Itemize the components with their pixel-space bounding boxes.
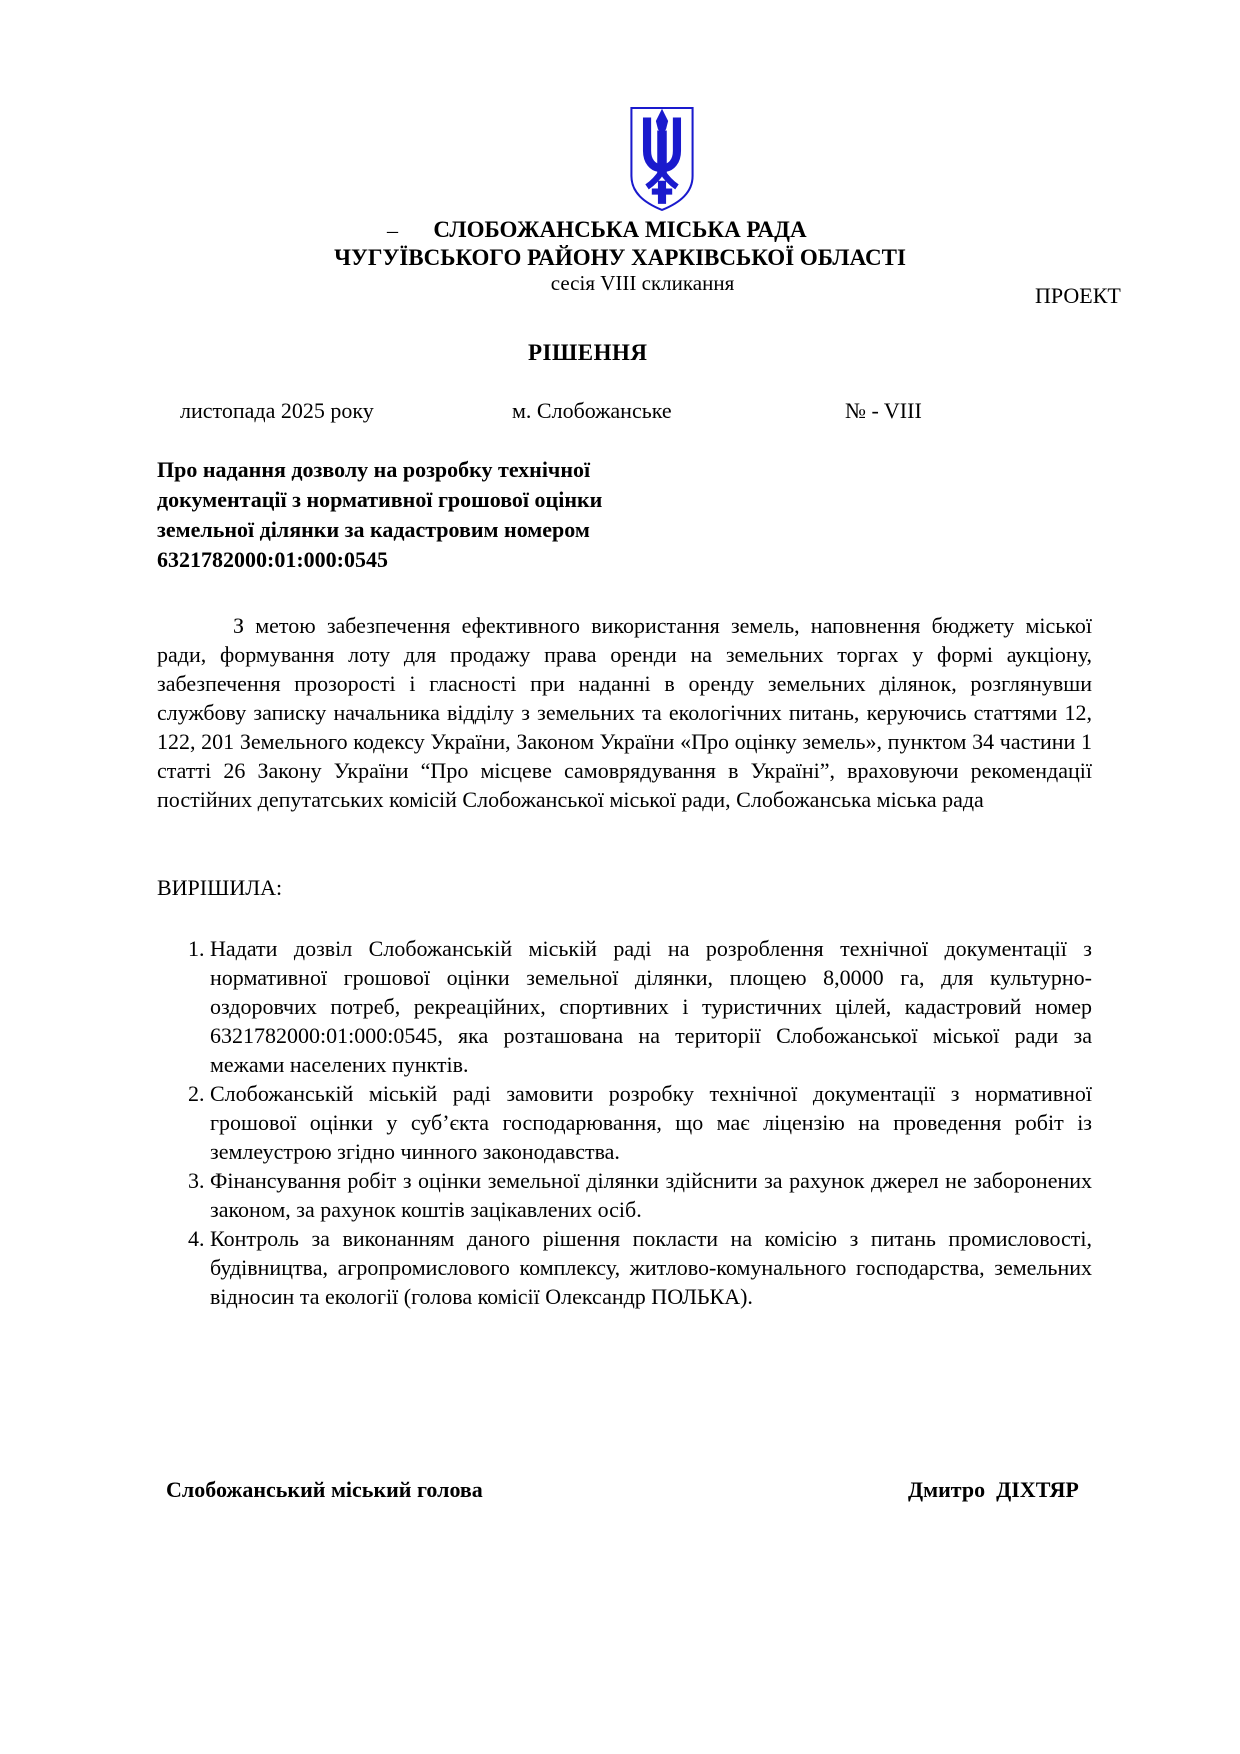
subject-line-1: Про надання дозволу на розробку технічної [157, 457, 591, 482]
subject-block [157, 455, 777, 575]
preamble-paragraph: З метою забезпечення ефективного використання земель, наповнення бюджету міської ради, формування лоту для продажу права оренди на земельних торгах у формі аукціону, забезпечення прозорості і гласності при наданні в оренду земельних ділянок, розглянувши службову записку начальника відділу з земельних та екологічних питань, керуючись статтями 12, 122, 201 Земельного кодексу України, Законом України «Про оцінку земель», пунктом 34 частини 1 статті 26 Закону України “Про місцеве самоврядування в Україні”, враховуючи рекомендації постійних депутатських комісій Слобожанської міської ради, Слобожанська міська рада [157, 613, 1092, 812]
meta-place: м. Слобожанське [512, 398, 672, 423]
subject-line-3: земельної ділянки за кадастровим номером [157, 517, 590, 542]
signature-name: Дмитро ДІХТЯР [908, 1477, 1079, 1502]
item-text: Надати дозвіл Слобожанській міській раді на розроблення технічної документації з нормативної грошової оцінки земельної ділянки, площею 8,0000 га, для культурно-оздоровчих потреб, рекреаційних, спортивних і туристичних цілей, кадастровий номер 6321782000:01:000:0545, яка розташована на території Слобожанської міської ради за межами населених пунктів. [210, 936, 1092, 1077]
document-type-title: РІШЕННЯ [528, 340, 648, 365]
subject-line-4: 6321782000:01:000:0545 [157, 547, 388, 572]
decided-label: ВИРІШИЛА: [157, 875, 283, 900]
stray-underscore-mark: _ [387, 210, 398, 235]
item-number: 4. [188, 1226, 205, 1251]
resolution-items-list [157, 934, 1092, 1311]
item-text: Фінансування робіт з оцінки земельної ділянки здійснити за рахунок джерел не заборонених законом, за рахунок коштів зацікавлених осіб. [210, 1168, 1092, 1222]
item-number: 1. [188, 936, 205, 961]
item-text: Слобожанській міській раді замовити розробку технічної документації з нормативної грошової оцінки у суб’єкта господарювання, що має ліцензію на проведення робіт із землеустрою згідно чинного законодавства. [210, 1081, 1092, 1164]
resolution-item-4 [157, 1224, 1092, 1311]
coat-of-arms-icon [628, 106, 696, 212]
item-text: Контроль за виконанням даного рішення покласти на комісію з питань промисловості, будівництва, агропромислового комплексу, житлово-комунального господарства, земельних відносин та екології (голова комісії Олександр ПОЛЬКА). [210, 1226, 1092, 1309]
draft-label: ПРОЕКТ [1035, 283, 1121, 308]
item-number: 2. [188, 1081, 205, 1106]
resolution-item-3 [157, 1166, 1092, 1224]
session-line: сесія VIII скликання [550, 271, 735, 295]
resolution-item-1 [157, 934, 1092, 1079]
resolution-item-2 [157, 1079, 1092, 1166]
subject-line-2: документації з нормативної грошової оцінки [157, 487, 603, 512]
meta-number: № - VIII [845, 398, 922, 423]
signature-title: Слобожанський міський голова [166, 1477, 483, 1502]
meta-date: листопада 2025 року [180, 398, 374, 423]
item-number: 3. [188, 1168, 205, 1193]
org-name-line1: СЛОБОЖАНСЬКА МІСЬКА РАДА [433, 217, 807, 242]
org-name-line2: ЧУГУЇВСЬКОГО РАЙОНУ ХАРКІВСЬКОЇ ОБЛАСТІ [334, 245, 906, 270]
